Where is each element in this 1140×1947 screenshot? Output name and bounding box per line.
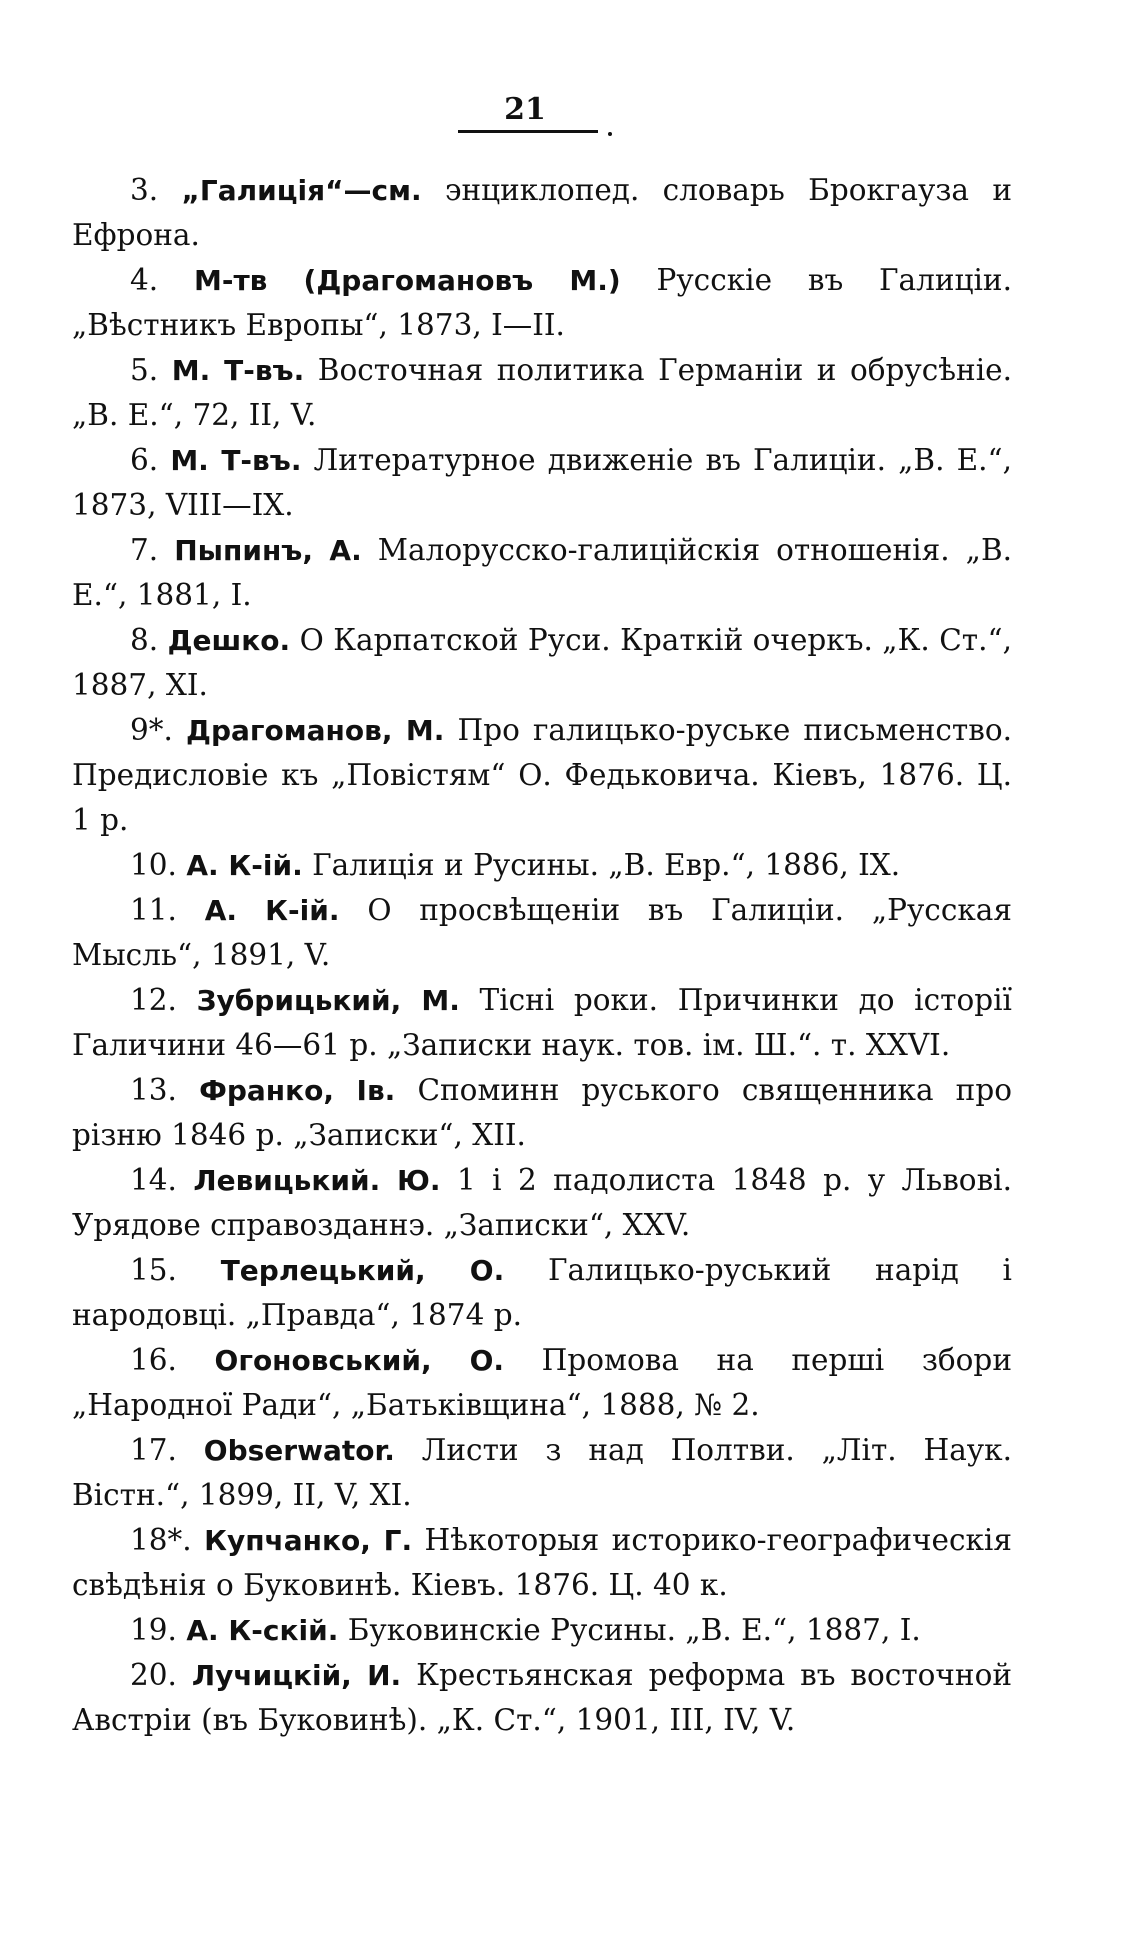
bibliography-entry — [72, 1428, 1012, 1518]
entry-number: 9*. — [130, 713, 173, 747]
bibliography-entry — [72, 1158, 1012, 1248]
entry-text: Крестьянская реформа въ восточной Австріи (въ Буковинѣ). „К. Ст.“, 1901, III, IV, V. — [72, 1658, 1012, 1737]
bibliography-entry — [72, 888, 1012, 978]
entry-number: 6. — [130, 443, 159, 477]
entry-number: 20. — [130, 1658, 177, 1692]
entry-text: энциклопед. словарь Брокгауза и Ефрона. — [72, 173, 1012, 252]
entry-author: Зубрицький, М. — [196, 984, 460, 1017]
bibliography-entry — [72, 843, 1012, 888]
entry-author: Obserwator. — [203, 1434, 395, 1467]
entry-number: 14. — [130, 1163, 177, 1197]
entry-author: Франко, Ів. — [199, 1074, 396, 1107]
entry-number: 17. — [130, 1433, 177, 1467]
bibliography-entry — [72, 1518, 1012, 1608]
entry-number: 15. — [130, 1253, 177, 1287]
entry-text: Буковинскіе Русины. „В. Е.“, 1887, I. — [347, 1613, 921, 1647]
entry-text: Литературное движеніе въ Галиціи. „В. Е.“, 1873, VIII—IX. — [72, 443, 1012, 522]
entry-author: А. К-ій. — [186, 849, 303, 882]
entry-text: Восточная политика Германіи и обрусѣніе. „В. Е.“, 72, II, V. — [72, 353, 1012, 432]
bibliography-list — [72, 168, 1012, 1743]
entry-number: 7. — [130, 533, 159, 567]
entry-author: Купчанко, Г. — [204, 1524, 413, 1557]
bibliography-entry — [72, 1338, 1012, 1428]
page-number-rule — [458, 130, 598, 133]
bibliography-entry — [72, 1068, 1012, 1158]
bibliography-entry — [72, 618, 1012, 708]
bibliography-entry — [72, 168, 1012, 258]
entry-author: „Галиція“—см. — [181, 174, 422, 207]
bibliography-entry — [72, 1608, 1012, 1653]
entry-author: М. Т-въ. — [171, 354, 305, 387]
entry-author: Левицький. Ю. — [193, 1164, 441, 1197]
entry-author: Огоновський, О. — [214, 1344, 505, 1377]
entry-text: Малорусско-галиційскія отношенія. „В. Е.“, 1881, I. — [72, 533, 1012, 612]
entry-number: 4. — [130, 263, 159, 297]
entry-number: 19. — [130, 1613, 177, 1647]
entry-author: М. Т-въ. — [170, 444, 302, 477]
entry-text: Нѣкоторыя историко-географическія свѣдѣнія о Буковинѣ. Кіевъ. 1876. Ц. 40 к. — [72, 1523, 1012, 1602]
entry-author: А. К-ій. — [204, 894, 340, 927]
entry-number: 18*. — [130, 1523, 192, 1557]
entry-author: М-тв (Драгомановъ М.) — [193, 264, 621, 297]
entry-author: Пыпинъ, А. — [174, 534, 362, 567]
entry-text: Про галицько-руське письменство. Предисловіе къ „Повістям“ О. Федьковича. Кіевъ, 1876. Ц. 1 р. — [72, 713, 1012, 837]
entry-text: Русскіе въ Галиціи. „Вѣстникъ Европы“, 1873, I—II. — [72, 263, 1012, 342]
entry-author: Лучицкій, И. — [191, 1659, 402, 1692]
entry-author: Терлецький, О. — [220, 1254, 505, 1287]
entry-text: Промова на перші збори „Народної Ради“, „Батьківщина“, 1888, № 2. — [72, 1343, 1012, 1422]
entry-text: Тісні роки. Причинки до історії Галичини 46—61 р. „Записки наук. тов. ім. Ш.“. т. XXVI. — [72, 983, 1012, 1062]
entry-number: 16. — [130, 1343, 177, 1377]
entry-number: 8. — [130, 623, 159, 657]
bibliography-entry — [72, 1653, 1012, 1743]
entry-author: Драгоманов, М. — [186, 714, 445, 747]
entry-number: 11. — [130, 893, 177, 927]
entry-text: Споминн руського священника про різню 1846 р. „Записки“, XII. — [72, 1073, 1012, 1152]
bibliography-entry — [72, 708, 1012, 843]
bibliography-entry — [72, 1248, 1012, 1338]
entry-author: Дешко. — [167, 624, 291, 657]
entry-number: 3. — [130, 173, 159, 207]
bibliography-entry — [72, 528, 1012, 618]
entry-text: О просвѣщеніи въ Галиціи. „Русская Мысль“, 1891, V. — [72, 893, 1012, 972]
entry-text: 1 і 2 падолиста 1848 р. у Львові. Урядове справозданнэ. „Записки“, XXV. — [72, 1163, 1012, 1242]
entry-number: 10. — [130, 848, 177, 882]
entry-number: 13. — [130, 1073, 177, 1107]
bibliography-entry — [72, 978, 1012, 1068]
entry-number: 12. — [130, 983, 177, 1017]
entry-author: А. К-скій. — [186, 1614, 339, 1647]
bibliography-entry — [72, 438, 1012, 528]
entry-text: О Карпатской Руси. Краткій очеркъ. „К. Ст.“, 1887, XI. — [72, 623, 1012, 702]
entry-text: Галиція и Русины. „В. Евр.“, 1886, IX. — [312, 848, 901, 882]
bibliography-entry — [72, 348, 1012, 438]
bibliography-entry — [72, 258, 1012, 348]
entry-text: Листи з над Полтви. „Літ. Наук. Вістн.“, 1899, II, V, XI. — [72, 1433, 1012, 1512]
entry-text: Галицько-руський нарід і народовці. „Правда“, 1874 р. — [72, 1253, 1012, 1332]
page-number: 21 — [504, 92, 546, 127]
entry-number: 5. — [130, 353, 159, 387]
